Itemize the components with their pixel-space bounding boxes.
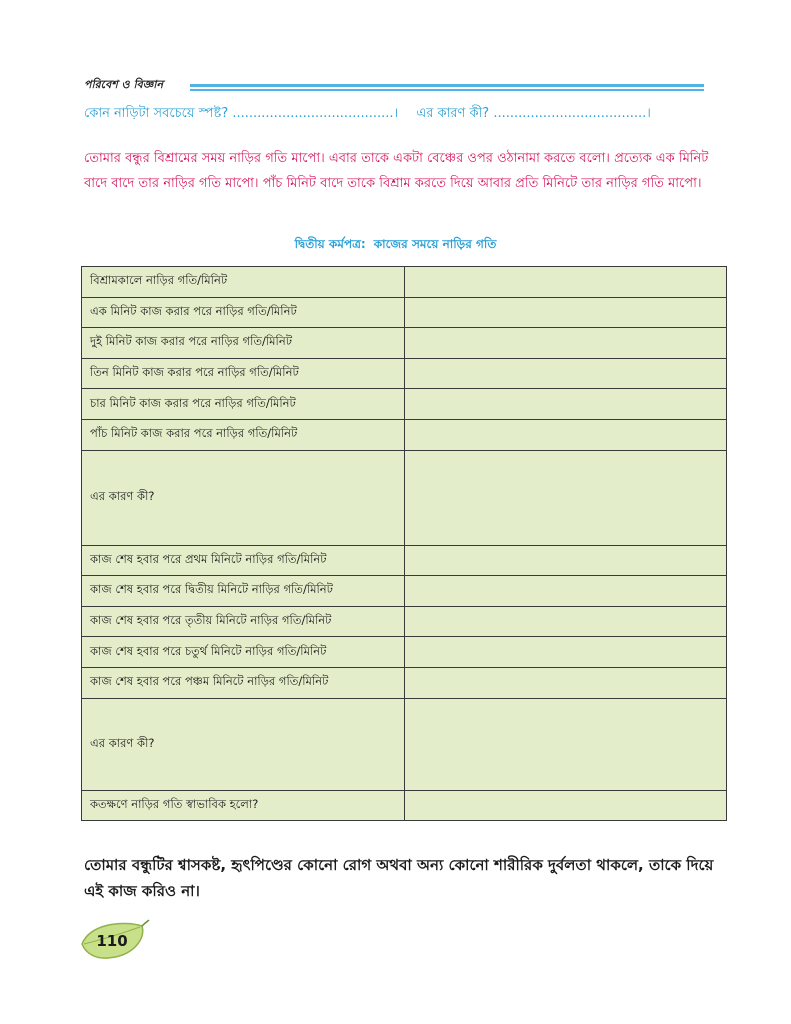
row-label: কাজ শেষ হবার পরে তৃতীয় মিনিটে নাড়ির গতি/মিনিট	[82, 606, 405, 637]
answer-cell[interactable]	[405, 637, 727, 668]
pulse-rate-worksheet-table	[81, 266, 727, 821]
answer-cell[interactable]	[405, 450, 727, 545]
table-row	[82, 328, 727, 359]
answer-cell[interactable]	[405, 389, 727, 420]
table-row	[82, 667, 727, 698]
row-label: পাঁচ মিনিট কাজ করার পরে নাড়ির গতি/মিনিট	[82, 419, 405, 450]
row-label: দুই মিনিট কাজ করার পরে নাড়ির গতি/মিনিট	[82, 328, 405, 359]
header-rule	[190, 84, 704, 91]
table-row-reason	[82, 450, 727, 545]
worksheet-title-label: দ্বিতীয় কর্মপত্র:	[294, 237, 366, 251]
answer-cell[interactable]	[405, 545, 727, 576]
row-label: এর কারণ কী?	[82, 450, 405, 545]
answer-cell[interactable]	[405, 606, 727, 637]
answer-cell[interactable]	[405, 297, 727, 328]
worksheet-title	[0, 236, 791, 256]
subject-header: পরিবেশ ও বিজ্ঞান	[84, 78, 164, 91]
answer-cell[interactable]	[405, 698, 727, 790]
header-rule-line-top	[190, 84, 704, 87]
row-label: চার মিনিট কাজ করার পরে নাড়ির গতি/মিনিট	[82, 389, 405, 420]
answer-cell[interactable]	[405, 576, 727, 607]
table-row	[82, 358, 727, 389]
table-row-reason	[82, 698, 727, 790]
answer-cell[interactable]	[405, 328, 727, 359]
question-reason: এর কারণ কী? .....................................।	[416, 106, 651, 121]
table-row	[82, 545, 727, 576]
row-label: কাজ শেষ হবার পরে পঞ্চম মিনিটে নাড়ির গতি/মিনিট	[82, 667, 405, 698]
row-label: এক মিনিট কাজ করার পরে নাড়ির গতি/মিনিট	[82, 297, 405, 328]
question-most-clear-pulse: কোন নাড়িটা সবচেয়ে স্পষ্ট? .......................................।	[84, 106, 399, 121]
row-label: বিশ্রামকালে নাড়ির গতি/মিনিট	[82, 267, 405, 298]
table-row	[82, 576, 727, 607]
table-row	[82, 297, 727, 328]
table-row	[82, 419, 727, 450]
table-row	[82, 389, 727, 420]
table-row	[82, 606, 727, 637]
answer-cell[interactable]	[405, 267, 727, 298]
page-number: 110	[96, 932, 128, 950]
answer-cell[interactable]	[405, 419, 727, 450]
row-label: এর কারণ কী?	[82, 698, 405, 790]
row-label: কাজ শেষ হবার পরে চতুর্থ মিনিটে নাড়ির গতি/মিনিট	[82, 637, 405, 668]
table-row	[82, 637, 727, 668]
answer-cell[interactable]	[405, 358, 727, 389]
row-label: কাজ শেষ হবার পরে দ্বিতীয় মিনিটে নাড়ির গতি/মিনিট	[82, 576, 405, 607]
row-label: তিন মিনিট কাজ করার পরে নাড়ির গতি/মিনিট	[82, 358, 405, 389]
header-rule-line-bottom	[190, 89, 704, 91]
table-row	[82, 267, 727, 298]
answer-cell[interactable]	[405, 790, 727, 821]
answer-cell[interactable]	[405, 667, 727, 698]
question-line	[84, 104, 704, 125]
row-label: কতক্ষণে নাড়ির গতি স্বাভাবিক হলো?	[82, 790, 405, 821]
worksheet-title-topic: কাজের সময়ে নাড়ির গতি	[373, 237, 497, 251]
row-label: কাজ শেষ হবার পরে প্রথম মিনিটে নাড়ির গতি/মিনিট	[82, 545, 405, 576]
safety-warning: তোমার বন্ধুটির শ্বাসকষ্ট, হৃৎপিণ্ডের কোনো রোগ অথবা অন্য কোনো শারীরিক দুর্বলতা থাকলে, তাকে দিয়ে এই কাজ করিও না।	[84, 856, 714, 900]
activity-instruction: তোমার বন্ধুর বিশ্রামের সময় নাড়ির গতি মাপো। এবার তাকে একটা বেঞ্চের ওপর ওঠানামা করতে বলো। প্রত্যেক এক মিনিট বাদে বাদে তার নাড়ির গতি মাপো। পাঁচ মিনিট বাদে তাকে বিশ্রাম করতে দিয়ে আবার প্রতি মিনিটে তার নাড়ির গতি মাপো।	[84, 151, 709, 191]
table-row	[82, 790, 727, 821]
